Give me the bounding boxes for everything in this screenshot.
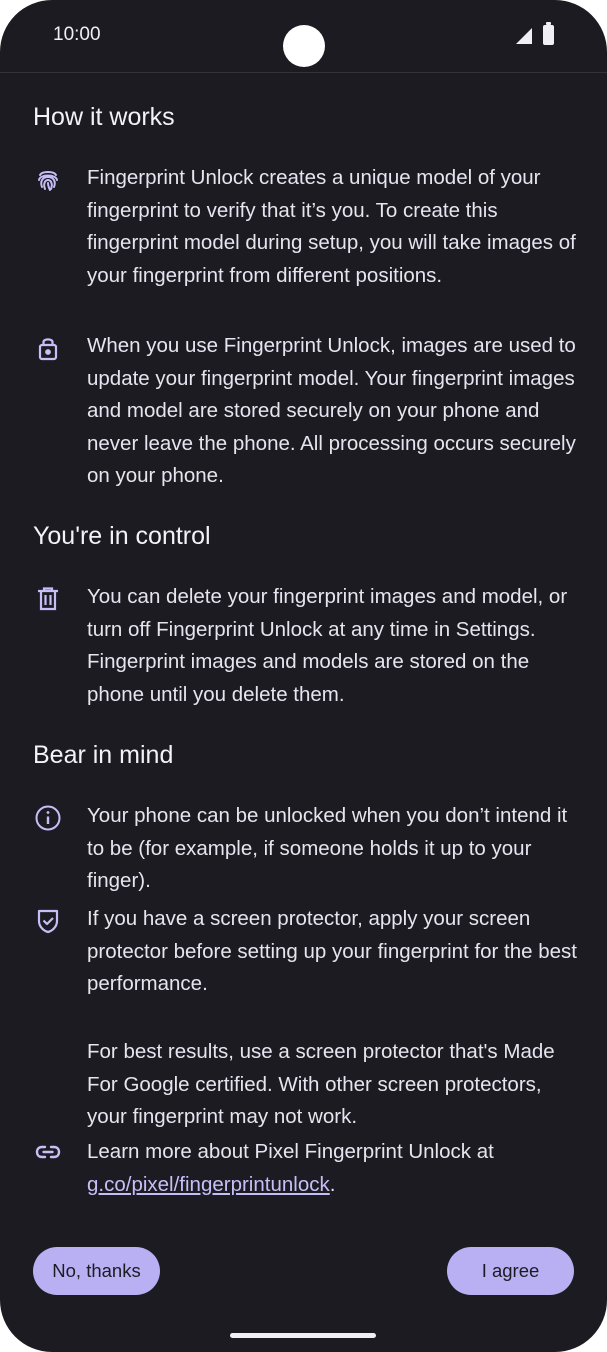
home-indicator[interactable] [230, 1333, 376, 1338]
learn-more-text [87, 1136, 582, 1201]
section-title-in-control: You're in control [33, 522, 211, 550]
section-title-bear-in-mind: Bear in mind [33, 741, 174, 769]
protector-text-2: For best results, use a screen protector that's Made For Google certified. With other screen protectors, your fingerprint may not work. [87, 1040, 555, 1128]
camera-cutout [283, 25, 325, 67]
protector-text: If you have a screen protector, apply your screen protector before setting up your fingerprint for the best performance. [87, 907, 577, 995]
trash-icon [34, 585, 62, 613]
learn-more-prefix: Learn more about Pixel Fingerprint Unlock at [87, 1140, 494, 1163]
agree-button[interactable]: I agree [447, 1247, 574, 1295]
no-thanks-button[interactable]: No, thanks [33, 1247, 160, 1295]
shield-check-icon [34, 907, 62, 935]
fingerprint-icon [34, 166, 62, 194]
link-icon [34, 1138, 62, 1166]
info-icon [34, 804, 62, 832]
fingerprint-text: Fingerprint Unlock creates a unique model of your fingerprint to verify that it’s you. To create this fingerprint model during setup, you will take images of your fingerprint from different positions. [87, 166, 576, 287]
delete-text: You can delete your fingerprint images and model, or turn off Fingerprint Unlock at any time in Settings. Fingerprint images and models are stored on the phone until you delete them. [87, 585, 568, 706]
status-bar [0, 0, 607, 73]
lock-text: When you use Fingerprint Unlock, images are used to update your fingerprint model. Your fingerprint images and model are stored securely on your phone and never leave the phone. All processing occurs securely on your phone. [87, 334, 576, 487]
signal-icon [515, 27, 533, 45]
info-text: Your phone can be unlocked when you don’t intend it to be (for example, if someone holds it up to your finger). [87, 804, 568, 892]
fingerprint-unlock-link[interactable]: g.co/pixel/fingerprintunlock [87, 1172, 330, 1196]
lock-icon [34, 334, 62, 362]
section-title-how-it-works: How it works [33, 103, 175, 131]
status-time: 10:00 [53, 24, 101, 45]
learn-more-suffix: . [329, 1172, 336, 1196]
battery-icon [543, 25, 554, 45]
